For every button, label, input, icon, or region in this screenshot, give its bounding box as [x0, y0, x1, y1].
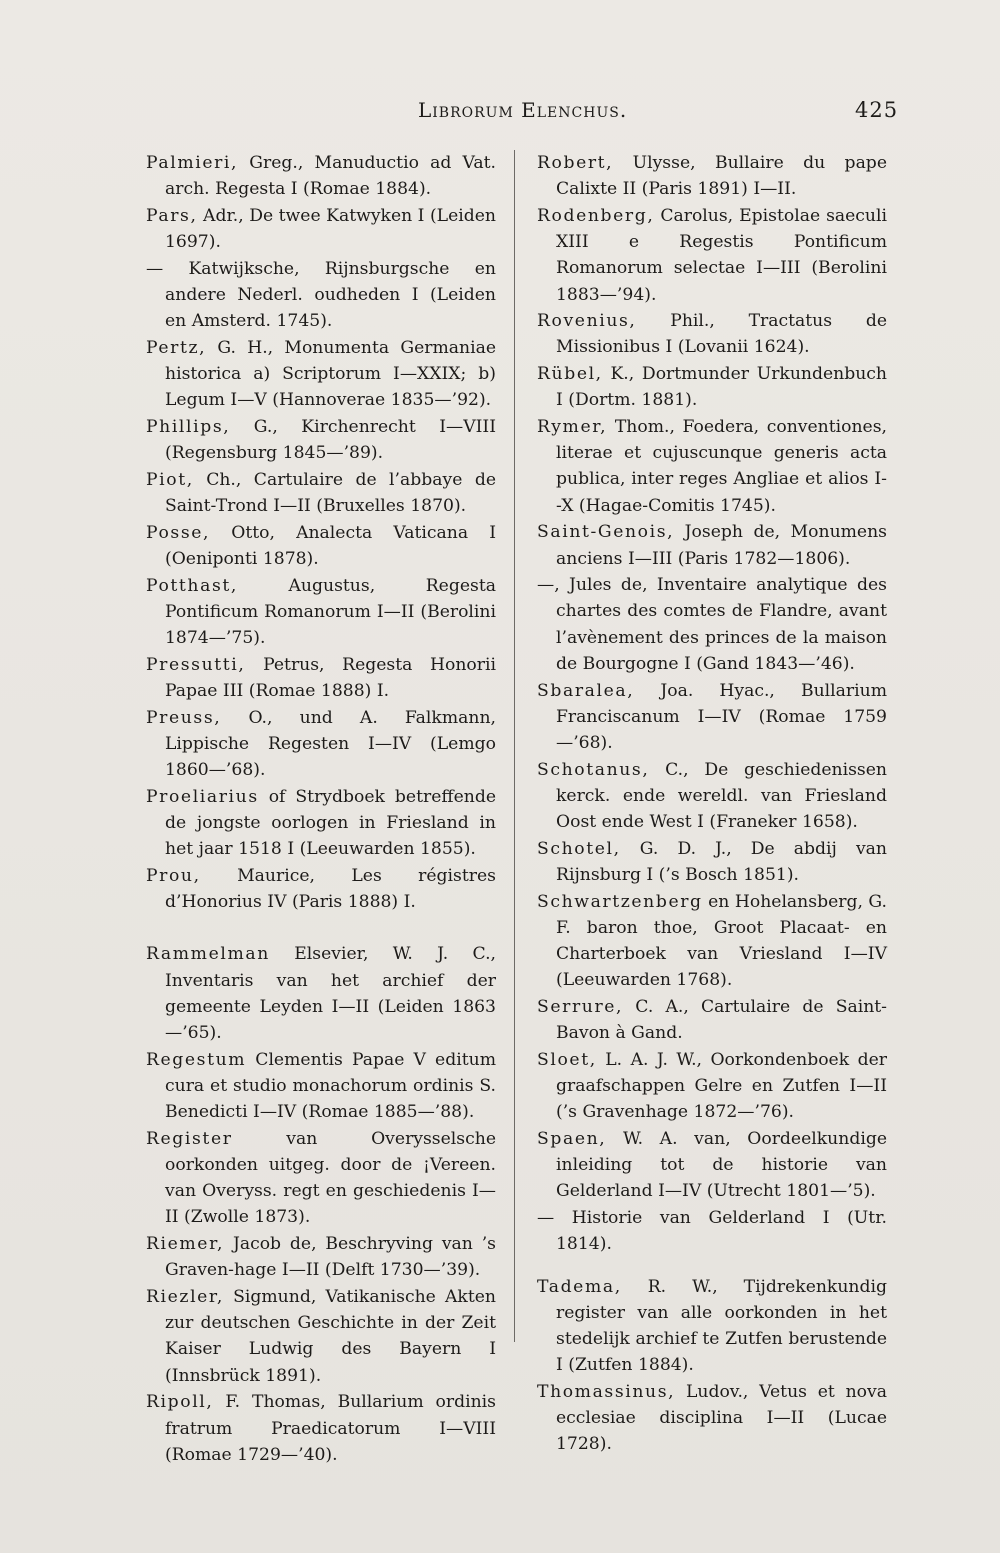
bibliography-entry — [537, 757, 887, 836]
entry-text: Joa. Hyac., Bullarium Franciscanum I—IV (Romae 1759—’68). — [556, 680, 887, 753]
entry-text: W. A. van, Oordeelkundige inleiding tot de historie van Gelderland I—IV (Utrecht 1801—’5). — [556, 1129, 887, 1202]
entry-text: G. D. J., De abdij van Rijnsburg I (’s Bosch 1851). — [556, 838, 887, 885]
entry-text: Historie van Gelderland I (Utr. 1814). — [554, 1208, 887, 1255]
left-column — [146, 150, 496, 1468]
entry-lemma: Register — [146, 1128, 233, 1149]
entry-lemma: Pars, — [146, 205, 198, 226]
entry-lemma: Riemer, — [146, 1234, 225, 1255]
entry-lemma: Thomassinus, — [537, 1381, 676, 1402]
page-header — [0, 98, 1000, 128]
bibliography-entry — [537, 414, 887, 519]
bibliography-entry — [537, 203, 887, 308]
bibliography-entry — [537, 994, 887, 1046]
entry-text: Phil., Tractatus de Missionibus I (Lovanii 1624). — [556, 311, 887, 358]
entry-lemma: Schotel, — [537, 838, 621, 859]
entry-lemma: Rübel, — [537, 364, 603, 385]
bibliography-entry — [146, 150, 496, 202]
entry-text: Adr., De twee Katwyken I (Leiden 1697). — [165, 205, 496, 253]
entry-text: Thom., Foedera, conventiones, literae et cujuscunque generis acta publica, inter reges Angliae et alios I--X (Hagae-Comitis 1745). — [556, 417, 887, 516]
bibliography-entry — [537, 1274, 887, 1379]
entry-text: Augustus, Regesta Pontificum Romanorum I—II (Berolini 1874—’75). — [165, 575, 496, 649]
entry-text: F. Thomas, Bullarium ordinis fratrum Praedicatorum I—VIII (Romae 1729—’40). — [165, 1392, 496, 1465]
entry-text: C. A., Cartulaire de Saint-Bavon à Gand. — [556, 997, 887, 1044]
bibliography-entry — [146, 1389, 496, 1468]
entry-lemma: Potthast, — [146, 575, 238, 596]
bibliography-entry — [146, 1047, 496, 1126]
bibliography-entry — [146, 520, 496, 572]
entry-lemma: Sbaralea, — [537, 680, 635, 701]
entry-text: Jules de, Inventaire analytique des chartes des comtes de Flandre, avant l’avènement des princes de la maison de Bourgogne I (Gand 1843—’46). — [556, 575, 887, 674]
entry-lemma: Proeliarius — [146, 786, 259, 807]
bibliography-entry — [537, 1379, 887, 1458]
entry-text: G., Kirchenrecht I—VIII (Regensburg 1845—’89). — [165, 417, 496, 464]
entry-text: Ludov., Vetus et nova ecclesiae disciplina I—II (Lucae 1728). — [556, 1381, 887, 1455]
entry-text: L. A. J. W., Oorkondenboek der graafschappen Gelre en Zutfen I—II (’s Gravenhage 1872—’76). — [556, 1049, 887, 1123]
entry-lemma: Spaen, — [537, 1129, 607, 1150]
entry-text: Sigmund, Vatikanische Akten zur deutschen Geschichte in der Zeit Kaiser Ludwig des Bayern I (Innsbrück 1891). — [165, 1287, 496, 1386]
bibliography-entry — [146, 203, 496, 255]
entry-lemma: Robert, — [537, 153, 614, 173]
entry-lemma: Riezler, — [146, 1287, 224, 1308]
bibliography-entry — [146, 941, 496, 1046]
entry-lemma: Saint-Genois, — [537, 522, 675, 543]
entry-lemma: Rymer, — [537, 417, 608, 438]
bibliography-entry — [537, 519, 887, 571]
bibliography-entry — [537, 836, 887, 888]
section-gap — [537, 1258, 887, 1274]
bibliography-entry — [146, 414, 496, 466]
bibliography-entry — [537, 889, 887, 994]
entry-text: Ch., Cartulaire de l’abbaye de Saint-Trond I—II (Bruxelles 1870). — [165, 469, 496, 517]
entry-text: Joseph de, Monumens anciens I—III (Paris 1782—1806). — [556, 522, 887, 569]
entry-lemma: Rodenberg, — [537, 205, 655, 226]
entry-text: Carolus, Epistolae saeculi XIII e Regestis Pontificum Romanorum selectae I—III (Berolini 1883—’94). — [556, 205, 887, 305]
bibliography-entry — [146, 573, 496, 652]
bibliography-entry — [146, 1284, 496, 1389]
bibliography-entry — [146, 467, 496, 519]
bibliography-entry — [146, 1126, 496, 1231]
entry-text: en Hohelansberg, G. F. baron thoe, Groot Placaat- en Charterboek van Vriesland I—IV (Leeuwarden 1768). — [556, 891, 887, 991]
bibliography-entry — [537, 572, 887, 677]
column-divider — [514, 150, 515, 1342]
bibliography-entry — [146, 863, 496, 915]
entry-text: Elsevier, W. J. C., Inventaris van het archief der gemeente Leyden I—II (Leiden 1863—’65). — [165, 944, 496, 1043]
page-number: 425 — [855, 98, 899, 122]
entry-text: K., Dortmunder Urkundenbuch I (Dortm. 1881). — [556, 364, 887, 411]
entry-text: Greg., Manuductio ad Vat. arch. Regesta I (Romae 1884). — [165, 153, 496, 200]
bibliography-entry — [537, 1205, 887, 1257]
bibliography-entry — [146, 335, 496, 414]
bibliography-entry — [146, 705, 496, 784]
bibliography-entry — [146, 1231, 496, 1283]
entry-lemma: Prou, — [146, 865, 201, 886]
entry-lemma: — — [146, 258, 164, 279]
right-column — [537, 150, 887, 1457]
entry-lemma: Preuss, — [146, 707, 222, 728]
entry-text: Clementis Papae V editum cura et studio monachorum ordinis S. Benedicti I—IV (Romae 1885—’88). — [165, 1049, 496, 1123]
section-gap — [146, 915, 496, 941]
entry-text: Katwijksche, Rijnsburgsche en andere Nederl. oudheden I (Leiden en Amsterd. 1745). — [163, 258, 496, 332]
entry-lemma: Palmieri, — [146, 153, 239, 173]
bibliography-entry — [537, 678, 887, 757]
entry-lemma: Ripoll, — [146, 1392, 214, 1413]
entry-lemma: Phillips, — [146, 417, 231, 438]
entry-text: R. W., Tijdrekenkundig register van alle oorkonden in het stedelijk archief te Zutfen berustende I (Zutfen 1884). — [556, 1276, 887, 1376]
entry-lemma: Tadema, — [537, 1276, 622, 1297]
entry-text: Otto, Analecta Vaticana I (Oeniponti 1878). — [165, 522, 496, 570]
entry-lemma: Posse, — [146, 522, 211, 543]
entry-lemma: —, — [537, 575, 560, 596]
entry-lemma: Pertz, — [146, 337, 207, 358]
entry-lemma: Rovenius, — [537, 311, 637, 332]
entry-lemma: Schotanus, — [537, 759, 650, 780]
bibliography-entry — [537, 150, 887, 202]
entry-lemma: — — [537, 1208, 555, 1229]
entry-text: C., De geschiedenissen kerck. ende wereldl. van Friesland Oost ende West I (Franeker 1658). — [556, 759, 887, 833]
entry-text: Jacob de, Beschryving van ’s Graven-hage I—II (Delft 1730—’39). — [165, 1234, 496, 1281]
entry-lemma: Sloet, — [537, 1049, 597, 1070]
entry-text: O., und A. Falkmann, Lippische Regesten I—IV (Lemgo 1860—’68). — [165, 707, 496, 781]
running-title: Librorum Elenchus. — [418, 98, 628, 122]
entry-text: van Overysselsche oorkonden uitgeg. door de ¡Vereen. van Overyss. regt en geschiedenis I—II (Zwolle 1873). — [165, 1128, 496, 1228]
entry-text: G. H., Monumenta Germaniae historica a) Scriptorum I—XXIX; b) Legum I—V (Hannoverae 1835—’92). — [165, 337, 496, 411]
entry-text: of Strydboek betreffende de jongste oorlogen in Friesland in het jaar 1518 I (Leeuwarden 1855). — [165, 786, 496, 860]
bibliography-entry — [146, 256, 496, 335]
bibliography-entry — [537, 361, 887, 413]
entry-lemma: Schwartzenberg — [537, 891, 703, 912]
bibliography-entry — [537, 308, 887, 360]
entry-lemma: Serrure, — [537, 997, 624, 1017]
entry-text: Ulysse, Bullaire du pape Calixte II (Paris 1891) I—II. — [556, 153, 887, 200]
entry-lemma: Rammelman — [146, 944, 270, 965]
entry-lemma: Pressutti, — [146, 654, 246, 675]
entry-text: Maurice, Les régistres d’Honorius IV (Paris 1888) I. — [165, 865, 496, 913]
bibliography-entry — [537, 1126, 887, 1205]
bibliography-entry — [537, 1047, 887, 1126]
entry-lemma: Regestum — [146, 1049, 247, 1070]
bibliography-entry — [146, 652, 496, 704]
entry-text: Petrus, Regesta Honorii Papae III (Romae 1888) I. — [165, 654, 496, 702]
entry-lemma: Piot, — [146, 469, 194, 490]
bibliography-entry — [146, 784, 496, 863]
